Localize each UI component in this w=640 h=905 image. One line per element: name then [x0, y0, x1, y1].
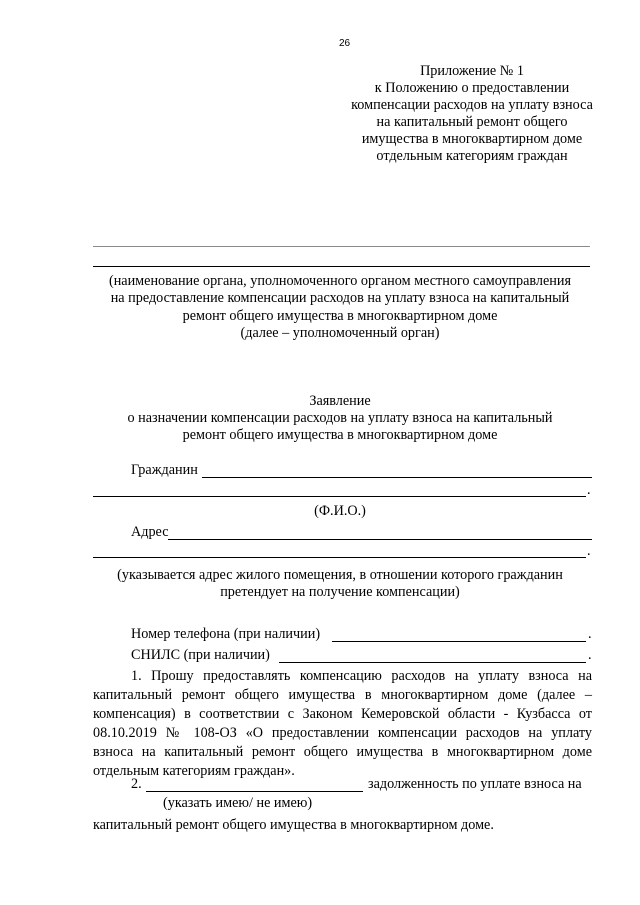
fio-caption: (Ф.И.О.)	[314, 503, 366, 519]
address-caption: (указывается адрес жилого помещения, в отношении которого гражданин	[117, 567, 563, 583]
appendix-line: компенсации расходов на уплату взноса	[351, 97, 593, 113]
address-field[interactable]	[168, 539, 592, 540]
item-2-text: задолженность по уплате взноса на	[368, 776, 582, 792]
line-end-dot: .	[588, 626, 592, 642]
organ-name-line[interactable]	[93, 266, 590, 267]
appendix-line: на капитальный ремонт общего	[376, 114, 568, 130]
organ-caption-line: (далее – уполномоченный орган)	[240, 325, 440, 341]
document-subtitle: ремонт общего имущества в многоквартирном доме	[182, 427, 498, 443]
snils-field[interactable]	[279, 662, 586, 663]
item-2-text-end: капитальный ремонт общего имущества в многоквартирном доме.	[93, 817, 494, 833]
organ-caption-line: на предоставление компенсации расходов на уплату взноса на капитальный	[110, 290, 570, 306]
citizen-name-field[interactable]	[202, 477, 592, 478]
address-caption: претендует на получение компенсации)	[220, 584, 460, 600]
address-field-2[interactable]	[93, 557, 586, 558]
item-1-line: компенсация) в соответствии с Законом Кемеровской области - Кузбасса от	[93, 706, 592, 722]
item-1-line: 08.10.2019 № 108-ОЗ «О предоставлении компенсации расходов на уплату	[93, 725, 592, 741]
snils-label: СНИЛС (при наличии)	[131, 647, 270, 663]
appendix-line: к Положению о предоставлении	[374, 80, 570, 96]
phone-field[interactable]	[332, 641, 586, 642]
citizen-label: Гражданин	[131, 462, 198, 478]
appendix-line: имущества в многоквартирном доме	[361, 131, 583, 147]
appendix-line: Приложение № 1	[420, 63, 524, 79]
item-1-line: взноса на капитальный ремонт общего имущества в многоквартирном доме	[93, 744, 592, 760]
item-1-line: отдельным категориям граждан».	[93, 763, 295, 779]
line-end-dot: .	[588, 647, 592, 663]
organ-caption-line: (наименование органа, уполномоченного органом местного самоуправления	[108, 273, 572, 289]
item-2-number: 2.	[131, 776, 142, 792]
citizen-name-field-2[interactable]	[93, 496, 586, 497]
document-title: Заявление	[309, 393, 371, 409]
organ-name-line[interactable]	[93, 246, 590, 247]
phone-label: Номер телефона (при наличии)	[131, 626, 321, 642]
document-subtitle: о назначении компенсации расходов на уплату взноса на капитальный	[127, 410, 553, 426]
page-number: 26	[339, 38, 351, 49]
item-1-line: капитальный ремонт общего имущества в многоквартирном доме (далее –	[93, 687, 592, 703]
line-end-dot: .	[587, 543, 591, 559]
appendix-line: отдельным категориям граждан	[376, 148, 568, 164]
item-2-debt-field[interactable]	[146, 791, 363, 792]
line-end-dot: .	[587, 482, 591, 498]
item-2-caption: (указать имею/ не имею)	[163, 795, 313, 811]
organ-caption-line: ремонт общего имущества в многоквартирном доме	[182, 308, 498, 324]
item-1-line: 1. Прошу предоставлять компенсацию расходов на уплату взноса на	[131, 668, 592, 684]
address-label: Адрес	[131, 524, 169, 540]
